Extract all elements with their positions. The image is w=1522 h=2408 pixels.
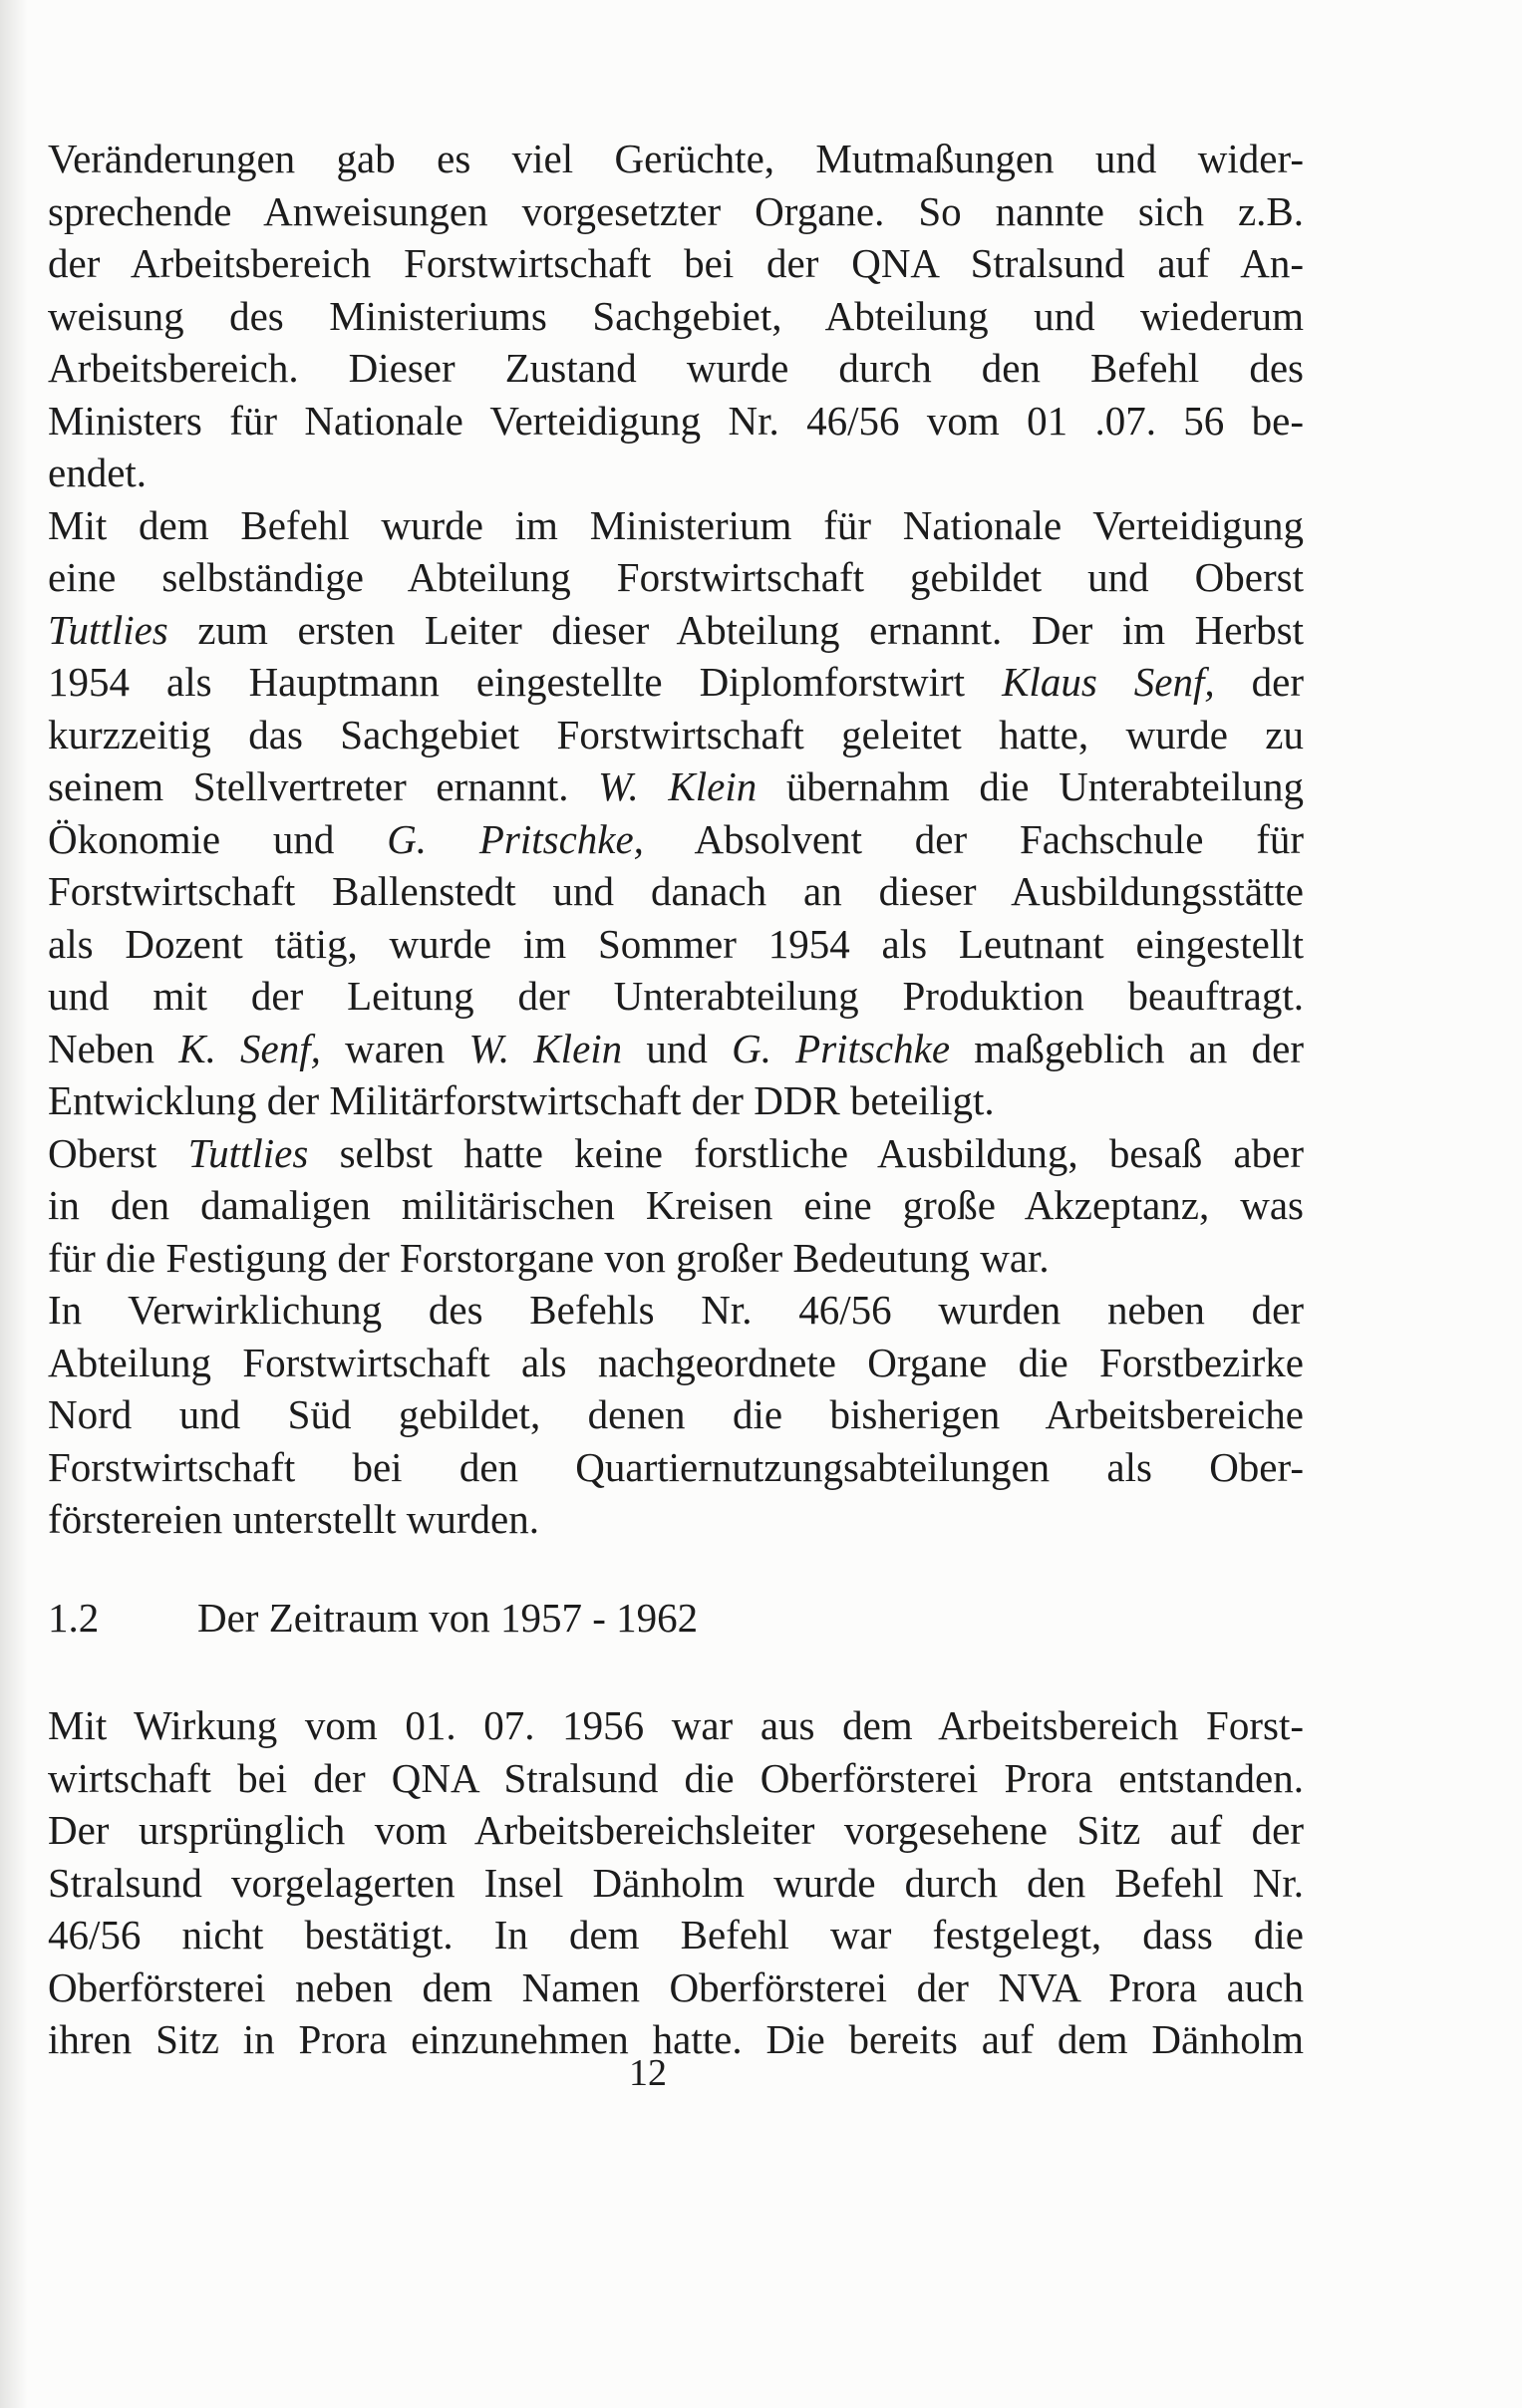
italic-name: K. Senf,	[178, 1025, 321, 1071]
text-line: Mit dem Befehl wurde im Ministerium für Nationale Verteidigung	[48, 501, 1304, 548]
text-line: ihren Sitz in Prora einzunehmen hatte. Die bereits auf dem Dänholm	[48, 2016, 1304, 2062]
text-line: Tuttlies zum ersten Leiter dieser Abteilung ernannt. Der im Herbst	[48, 606, 1304, 653]
italic-name: Tuttlies	[48, 606, 168, 653]
text-line: Ökonomie und G. Pritschke, Absolvent der Fachschule für	[48, 815, 1304, 862]
text-line: Forstwirtschaft Ballenstedt und danach an dieser Ausbildungsstätte	[48, 868, 1304, 914]
text-line: weisung des Ministeriums Sachgebiet, Abteilung und wiederum	[48, 292, 1304, 339]
text-line: förstereien unterstellt wurden.	[48, 1496, 539, 1542]
italic-name: Tuttlies	[187, 1129, 309, 1176]
paragraph	[48, 1284, 1304, 1546]
text-line: seinem Stellvertreter ernannt. W. Klein übernahm die Unterabteilung	[48, 763, 1304, 809]
text-line: und mit der Leitung der Unterabteilung Produktion beauftragt.	[48, 973, 1304, 1019]
text-line: Nord und Süd gebildet, denen die bisherigen Arbeitsbereiche	[48, 1391, 1304, 1437]
text-line: für die Festigung der Forstorgane von großer Bedeutung war.	[48, 1234, 1050, 1281]
text-line: Neben K. Senf, waren W. Klein und G. Pritschke maßgeblich an der	[48, 1025, 1304, 1071]
text-line: wirtschaft bei der QNA Stralsund die Oberförsterei Prora entstanden.	[48, 1754, 1304, 1801]
text-line: Oberst Tuttlies selbst hatte keine forstliche Ausbildung, besaß aber	[48, 1129, 1304, 1176]
body-text-section-1	[48, 133, 1304, 1546]
text-line: eine selbständige Abteilung Forstwirtschaft gebildet und Oberst	[48, 554, 1304, 600]
body-text-section-2	[48, 1699, 1304, 2066]
italic-name: W. Klein	[468, 1025, 623, 1071]
text-line: Oberförsterei neben dem Namen Oberförsterei der NVA Prora auch	[48, 1963, 1304, 2010]
text-line: Stralsund vorgelagerten Insel Dänholm wurde durch den Befehl Nr.	[48, 1859, 1304, 1906]
text-line: 1954 als Hauptmann eingestellte Diplomforstwirt Klaus Senf, der	[48, 659, 1304, 705]
paragraph	[48, 133, 1304, 499]
text-line: Mit Wirkung vom 01. 07. 1956 war aus dem Arbeitsbereich Forst-	[48, 1702, 1304, 1748]
text-line: Forstwirtschaft bei den Quartiernutzungsabteilungen als Ober-	[48, 1443, 1304, 1490]
italic-name: Klaus Senf,	[1002, 659, 1215, 705]
text-line: In Verwirklichung des Befehls Nr. 46/56 wurden neben der	[48, 1287, 1304, 1333]
section-title: Der Zeitraum von 1957 - 1962	[197, 1595, 699, 1641]
paragraph	[48, 499, 1304, 1127]
text-line: sprechende Anweisungen vorgesetzter Organe. So nannte sich z.B.	[48, 187, 1304, 234]
text-line: 46/56 nicht bestätigt. In dem Befehl war festgelegt, dass die	[48, 1912, 1304, 1957]
text-line: Entwicklung der Militärforstwirtschaft der DDR beteiligt.	[48, 1077, 995, 1123]
italic-name: W. Klein	[598, 763, 758, 809]
text-line: der Arbeitsbereich Forstwirtschaft bei der QNA Stralsund auf An-	[48, 240, 1304, 286]
text-line: Abteilung Forstwirtschaft als nachgeordnete Organe die Forstbezirke	[48, 1339, 1304, 1385]
text-line: in den damaligen militärischen Kreisen eine große Akzeptanz, was	[48, 1182, 1304, 1228]
text-line: Der ursprünglich vom Arbeitsbereichsleiter vorgesehene Sitz auf der	[48, 1807, 1304, 1853]
page-number: 12	[629, 2052, 667, 2094]
text-line: endet.	[48, 450, 148, 495]
text-line: Ministers für Nationale Verteidigung Nr. 46/56 vom 01 .07. 56 be-	[48, 397, 1304, 444]
text-line: Arbeitsbereich. Dieser Zustand wurde durch den Befehl des	[48, 345, 1304, 391]
paragraph	[48, 1699, 1304, 2066]
text-line: Veränderungen gab es viel Gerüchte, Mutmaßungen und wider-	[48, 136, 1304, 181]
paragraph	[48, 1127, 1304, 1285]
italic-name: G. Pritschke	[732, 1025, 951, 1071]
italic-name: G. Pritschke,	[387, 815, 644, 862]
text-line: als Dozent tätig, wurde im Sommer 1954 als Leutnant eingestellt	[48, 920, 1304, 967]
text-line: kurzzeitig das Sachgebiet Forstwirtschaft geleitet hatte, wurde zu	[48, 711, 1304, 757]
section-number: 1.2	[48, 1595, 100, 1641]
section-heading	[48, 1592, 1304, 1644]
